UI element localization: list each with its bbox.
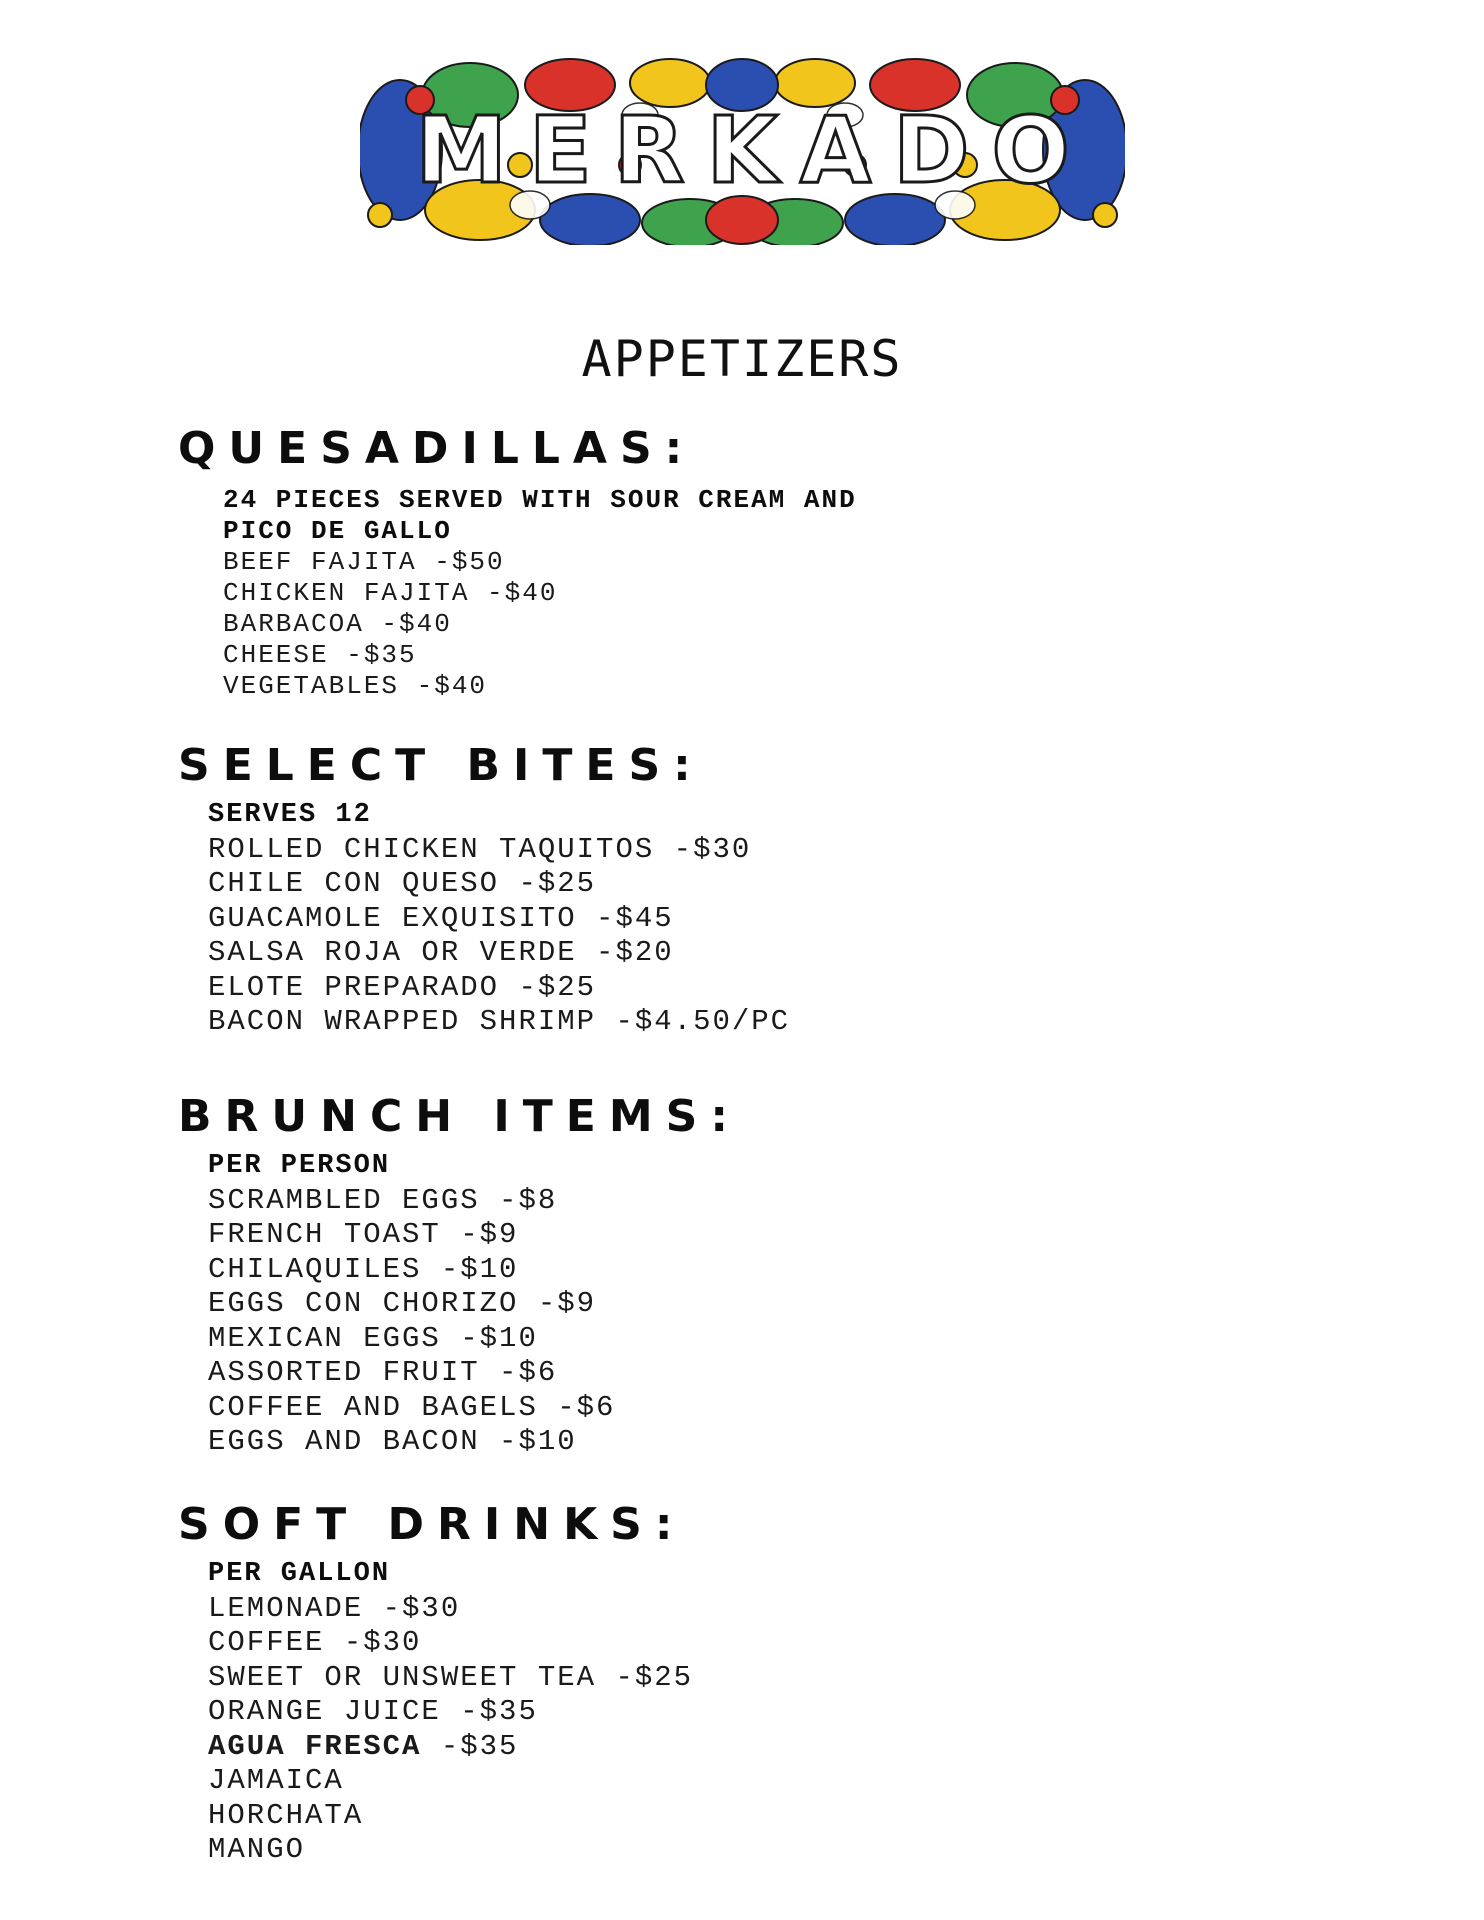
section-heading: BRUNCH ITEMS: [178, 1091, 741, 1142]
section-subtitle: SERVES 12 [208, 800, 372, 830]
agua-fresca-flavor: MANGO [208, 1833, 306, 1866]
menu-item: GUACAMOLE EXQUISITO -$45 [208, 901, 674, 935]
page-title: APPETIZERS [581, 330, 903, 388]
menu-item: BACON WRAPPED SHRIMP -$4.50/PC [208, 1005, 791, 1038]
menu-item: CHILAQUILES -$10 [208, 1252, 519, 1286]
agua-fresca-price: -$35 [421, 1729, 519, 1763]
agua-fresca-label: AGUA FRESCA [208, 1729, 422, 1763]
menu-item: BARBACOA -$40 [223, 609, 452, 639]
menu-item: ELOTE PREPARADO -$25 [208, 970, 597, 1004]
item-list [223, 485, 857, 702]
menu-item: ASSORTED FRUIT -$6 [208, 1356, 558, 1389]
menu-item: COFFEE AND BAGELS -$6 [208, 1390, 616, 1424]
menu-item: SWEET OR UNSWEET TEA -$25 [208, 1660, 694, 1694]
item-list [208, 1149, 741, 1460]
agua-fresca-flavor: HORCHATA [208, 1798, 364, 1832]
menu-item-agua-fresca [208, 1730, 693, 1765]
menu-item: ORANGE JUICE -$35 [208, 1695, 538, 1728]
menu-item: CHICKEN FAJITA -$40 [223, 578, 558, 608]
section-subtitle: PER PERSON [208, 1151, 391, 1181]
section-heading: SELECT BITES: [178, 740, 704, 791]
menu-item: MEXICAN EGGS -$10 [208, 1321, 538, 1355]
menu-item: VEGETABLES -$40 [223, 671, 488, 701]
menu-item: EGGS AND BACON -$10 [208, 1425, 577, 1458]
section-quesadillas [178, 423, 857, 702]
menu-item: FRENCH TOAST -$9 [208, 1218, 519, 1251]
menu-item: SALSA ROJA OR VERDE -$20 [208, 936, 674, 969]
menu-item: BEEF FAJITA -$50 [223, 547, 505, 577]
menu-item: ROLLED CHICKEN TAQUITOS -$30 [208, 832, 752, 866]
item-list [208, 1557, 693, 1868]
section-select-bites [178, 740, 791, 1040]
section-subtitle: 24 PIECES SERVED WITH SOUR CREAM AND [223, 485, 857, 515]
section-subtitle: PICO DE GALLO [223, 516, 452, 546]
menu-item: EGGS CON CHORIZO -$9 [208, 1287, 597, 1320]
logo-wordmark: MERKADO [415, 96, 1092, 204]
section-soft-drinks [178, 1499, 694, 1868]
section-heading: SOFT DRINKS: [178, 1499, 686, 1550]
merkado-logo [360, 55, 1125, 245]
menu-item: CHILE CON QUESO -$25 [208, 867, 597, 900]
item-list [208, 798, 790, 1040]
menu-item: COFFEE -$30 [208, 1626, 422, 1659]
menu-item: LEMONADE -$30 [208, 1591, 461, 1625]
agua-fresca-flavor: JAMAICA [208, 1764, 344, 1797]
menu-item: SCRAMBLED EGGS -$8 [208, 1183, 558, 1217]
section-brunch-items [178, 1091, 741, 1460]
section-subtitle: PER GALLON [208, 1559, 391, 1589]
menu-item: CHEESE -$35 [223, 640, 417, 670]
section-heading: QUESADILLAS: [178, 423, 696, 474]
